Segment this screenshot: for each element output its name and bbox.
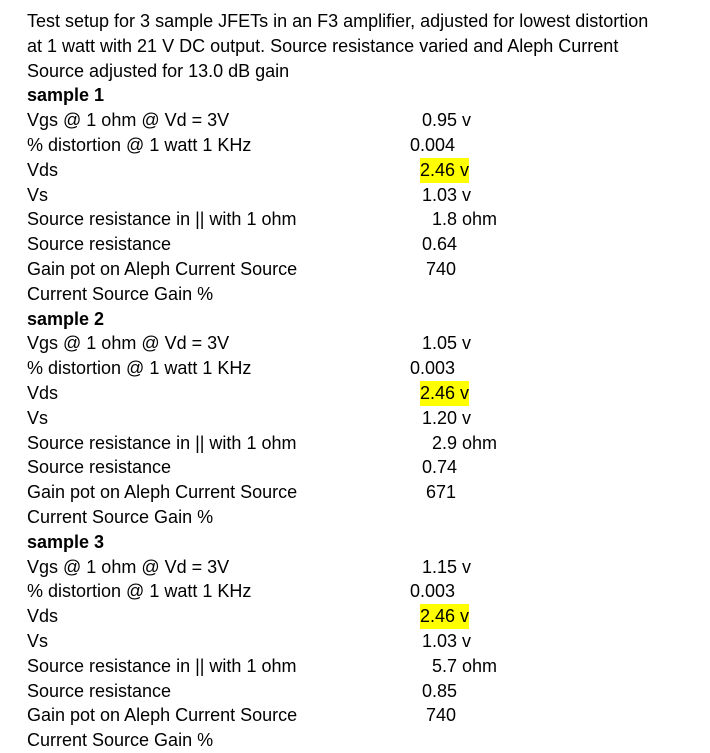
measurement-value: 0.85: [422, 680, 458, 701]
measurement-label: Vgs @ 1 ohm @ Vd = 3V: [27, 333, 230, 354]
sample-heading: sample 2: [27, 308, 105, 329]
measurement-value: 671: [426, 482, 457, 503]
document: [27, 9, 707, 753]
intro-paragraph: Test setup for 3 sample JFETs in an F3 amplifier, adjusted for lowest distortion at 1 watt with 21 V DC output. Source resistance varied and Aleph Current Source adjusted for 13.0 dB gain: [27, 11, 649, 81]
highlighted-value: 2.46 v: [420, 381, 469, 406]
samples-container: [27, 83, 707, 753]
measurement-label: Vs: [27, 407, 49, 428]
measurement-row: [27, 232, 707, 257]
measurement-row: [27, 331, 707, 356]
measurement-value: 0.74: [422, 457, 458, 478]
measurement-row: [27, 108, 707, 133]
measurement-label: % distortion @ 1 watt 1 KHz: [27, 134, 252, 155]
measurement-row: [27, 703, 707, 728]
measurement-row: [27, 183, 707, 208]
sample-section: [27, 530, 707, 753]
sample-section: [27, 83, 707, 306]
measurement-label: Vds: [27, 382, 59, 403]
measurement-row: [27, 505, 707, 530]
measurement-value: 1.05 v: [422, 333, 472, 354]
measurement-label: Current Source Gain %: [27, 506, 214, 527]
measurement-value: 5.7 ohm: [432, 655, 498, 676]
sample-heading: sample 1: [27, 85, 105, 106]
measurement-value: 0.003: [410, 358, 456, 379]
measurement-label: Source resistance in || with 1 ohm: [27, 655, 297, 676]
measurement-label: Current Source Gain %: [27, 730, 214, 751]
measurement-row: [27, 257, 707, 282]
measurement-row: [27, 356, 707, 381]
measurement-row: [27, 629, 707, 654]
measurement-label: Vgs @ 1 ohm @ Vd = 3V: [27, 556, 230, 577]
measurement-row: [27, 654, 707, 679]
measurement-value: 1.15 v: [422, 556, 472, 577]
measurement-row: [27, 579, 707, 604]
measurement-label: Vds: [27, 159, 59, 180]
measurement-label: Source resistance: [27, 457, 172, 478]
measurement-label: Source resistance in || with 1 ohm: [27, 432, 297, 453]
measurement-value: 1.03 v: [422, 184, 472, 205]
measurement-label: Current Source Gain %: [27, 283, 214, 304]
measurement-value: 0.004: [410, 134, 456, 155]
highlighted-value: 2.46 v: [420, 604, 469, 629]
measurement-label: Source resistance: [27, 234, 172, 255]
measurement-label: Vs: [27, 630, 49, 651]
measurement-value: 740: [426, 705, 457, 726]
measurement-value: 2.9 ohm: [432, 432, 498, 453]
measurement-row: [27, 679, 707, 704]
measurement-label: Source resistance: [27, 680, 172, 701]
measurement-label: Vds: [27, 606, 59, 627]
sample-heading: sample 3: [27, 531, 105, 552]
highlighted-value: 2.46 v: [420, 158, 469, 183]
measurement-row: [27, 480, 707, 505]
measurement-value: 0.64: [422, 234, 458, 255]
measurement-label: % distortion @ 1 watt 1 KHz: [27, 358, 252, 379]
measurement-value: 1.03 v: [422, 630, 472, 651]
measurement-value: 1.8 ohm: [432, 209, 498, 230]
measurement-value: 740: [426, 258, 457, 279]
measurement-label: Gain pot on Aleph Current Source: [27, 482, 298, 503]
measurement-row: [27, 133, 707, 158]
measurement-row: [27, 207, 707, 232]
measurement-label: Gain pot on Aleph Current Source: [27, 258, 298, 279]
measurement-row: [27, 431, 707, 456]
measurement-row: [27, 728, 707, 753]
sample-section: [27, 307, 707, 530]
measurement-row: [27, 555, 707, 580]
measurement-row: [27, 406, 707, 431]
measurement-row: [27, 381, 707, 406]
measurement-label: Vs: [27, 184, 49, 205]
measurement-row: [27, 604, 707, 629]
measurement-row: [27, 158, 707, 183]
measurement-label: % distortion @ 1 watt 1 KHz: [27, 581, 252, 602]
measurement-value: 1.20 v: [422, 407, 472, 428]
measurement-label: Source resistance in || with 1 ohm: [27, 209, 297, 230]
measurement-value: 0.003: [410, 581, 456, 602]
measurement-label: Gain pot on Aleph Current Source: [27, 705, 298, 726]
measurement-label: Vgs @ 1 ohm @ Vd = 3V: [27, 110, 230, 131]
measurement-value: 0.95 v: [422, 110, 472, 131]
measurement-row: [27, 282, 707, 307]
measurement-row: [27, 455, 707, 480]
